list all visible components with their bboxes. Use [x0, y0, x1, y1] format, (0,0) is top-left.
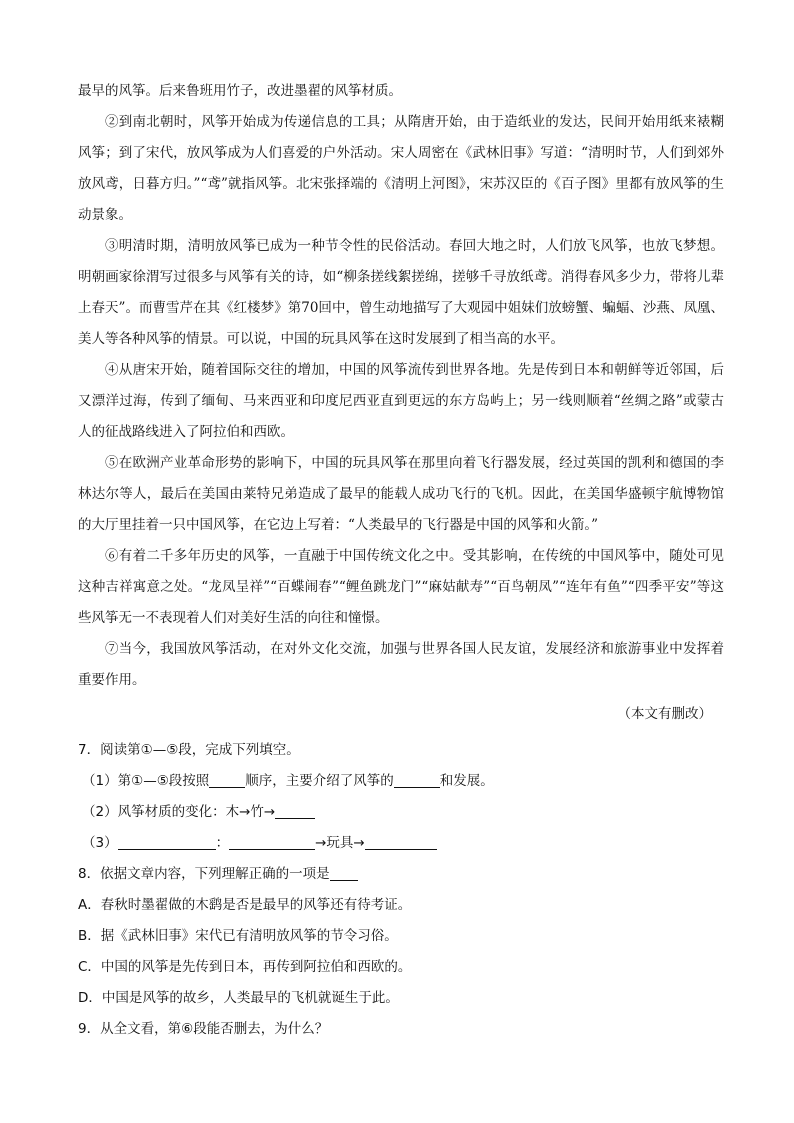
- option-c: C．中国的风筝是先传到日本，再传到阿拉伯和西欧的。: [78, 959, 412, 975]
- paragraph-5: ⑤在欧洲产业革命形势的影响下，中国的玩具风筝在那里向着飞行器发展，经过英国的凯利和德国的李林达尔等人，最后在美国由莱特兄弟造成了最早的能载人成功飞行的飞机。因此，在美国华盛顿宇航博物馆的大厅里挂着一只中国风筝，在它边上写着：“人类最早的飞行器是中国的风筝和火箭。”: [78, 455, 724, 533]
- option-d: D．中国是风筝的故乡，人类最早的飞机就诞生于此。: [78, 990, 399, 1006]
- answer-blank[interactable]: [229, 833, 315, 850]
- answer-blank[interactable]: [275, 802, 315, 819]
- option-a: A．春秋时墨翟做的木鹞是否是最早的风筝还有待考证。: [78, 897, 412, 913]
- paragraph-3: ③明清时期，清明放风筝已成为一种节令性的民俗活动。春回大地之时，人们放飞风筝，也放飞梦想。明朝画家徐渭写过很多与风筝有关的诗，如“柳条搓线絮搓绵，搓够千寻放纸鸢。消得春风多少力，带将儿辈上春天”。而曹雪芹在其《红楼梦》第70回中，曾生动地描写了大观园中姐妹们放螃蟹、蝙蝠、沙燕、凤凰、美人等各种风筝的情景。可以说，中国的玩具风筝在这时发展到了相当高的水平。: [78, 238, 724, 347]
- question-8: [78, 859, 724, 890]
- answer-blank[interactable]: [330, 864, 358, 881]
- paragraph-6: ⑥有着二千多年历史的风筝，一直融于中国传统文化之中。受其影响，在传统的中国风筝中，随处可见这种吉祥寓意之处。“龙凤呈祥”“百蝶闹春”“鲤鱼跳龙门”“麻姑献寿”“百鸟朝凤”“连年有鱼”“四季平安”等这些风筝无一不表现着人们对美好生活的向往和憧憬。: [78, 548, 724, 626]
- paragraph-4: ④从唐宋开始，随着国际交往的增加，中国的风筝流传到世界各地。先是传到日本和朝鲜等近邻国，后又漂洋过海，传到了缅甸、马来西亚和印度尼西亚直到更远的东方岛屿上；另一线则顺着“丝绸之路”或蒙古人的征战路线进入了阿拉伯和西欧。: [78, 362, 724, 440]
- question-7-3: [78, 828, 724, 859]
- q7-2-text: （2）风筝材质的变化：木→竹→: [82, 804, 276, 820]
- q7-1-text-b: 顺序，主要介绍了风筝的: [245, 773, 394, 789]
- question-9: 9．从全文看，第⑥段能否删去，为什么？: [78, 1021, 329, 1037]
- answer-blank[interactable]: [365, 833, 437, 850]
- question-7: 7．阅读第①—⑤段，完成下列填空。: [78, 742, 300, 758]
- q7-3-text-c: →玩具→: [315, 835, 365, 851]
- q7-1-text-c: 和发展。: [439, 773, 494, 789]
- paragraph-2: ②到南北朝时，风筝开始成为传递信息的工具；从隋唐开始，由于造纸业的发达，民间开始用纸来裱糊风筝；到了宋代，放风筝成为人们喜爱的户外活动。宋人周密在《武林旧事》写道：“清明时节，人们到郊外放风鸢，日暮方归。”“鸢”就指风筝。北宋张择端的《清明上河图》，宋苏汉臣的《百子图》里都有放风筝的生动景象。: [78, 114, 724, 223]
- question-7-2: [78, 797, 724, 828]
- question-section: [78, 735, 724, 1045]
- answer-blank[interactable]: [118, 833, 216, 850]
- paragraph-7: ⑦当今，我国放风筝活动，在对外文化交流，加强与世界各国人民友谊，发展经济和旅游事业中发挥着重要作用。: [78, 641, 724, 688]
- q7-3-text-b: ：: [215, 835, 230, 851]
- q7-3-text-a: （3）: [82, 835, 118, 851]
- option-b: B．据《武林旧事》宋代已有清明放风筝的节令习俗。: [78, 928, 398, 944]
- paragraph-continued: 最早的风筝。后来鲁班用竹子，改进墨翟的风筝材质。: [78, 83, 402, 99]
- answer-blank[interactable]: [394, 771, 440, 788]
- q7-1-text-a: （1）第①—⑤段按照: [82, 773, 210, 789]
- question-7-1: [78, 766, 724, 797]
- article-passage: [78, 76, 724, 696]
- q8-text: 8．依据文章内容，下列理解正确的一项是: [78, 866, 330, 882]
- answer-blank[interactable]: [209, 771, 245, 788]
- source-note: （本文有删改）: [617, 706, 712, 722]
